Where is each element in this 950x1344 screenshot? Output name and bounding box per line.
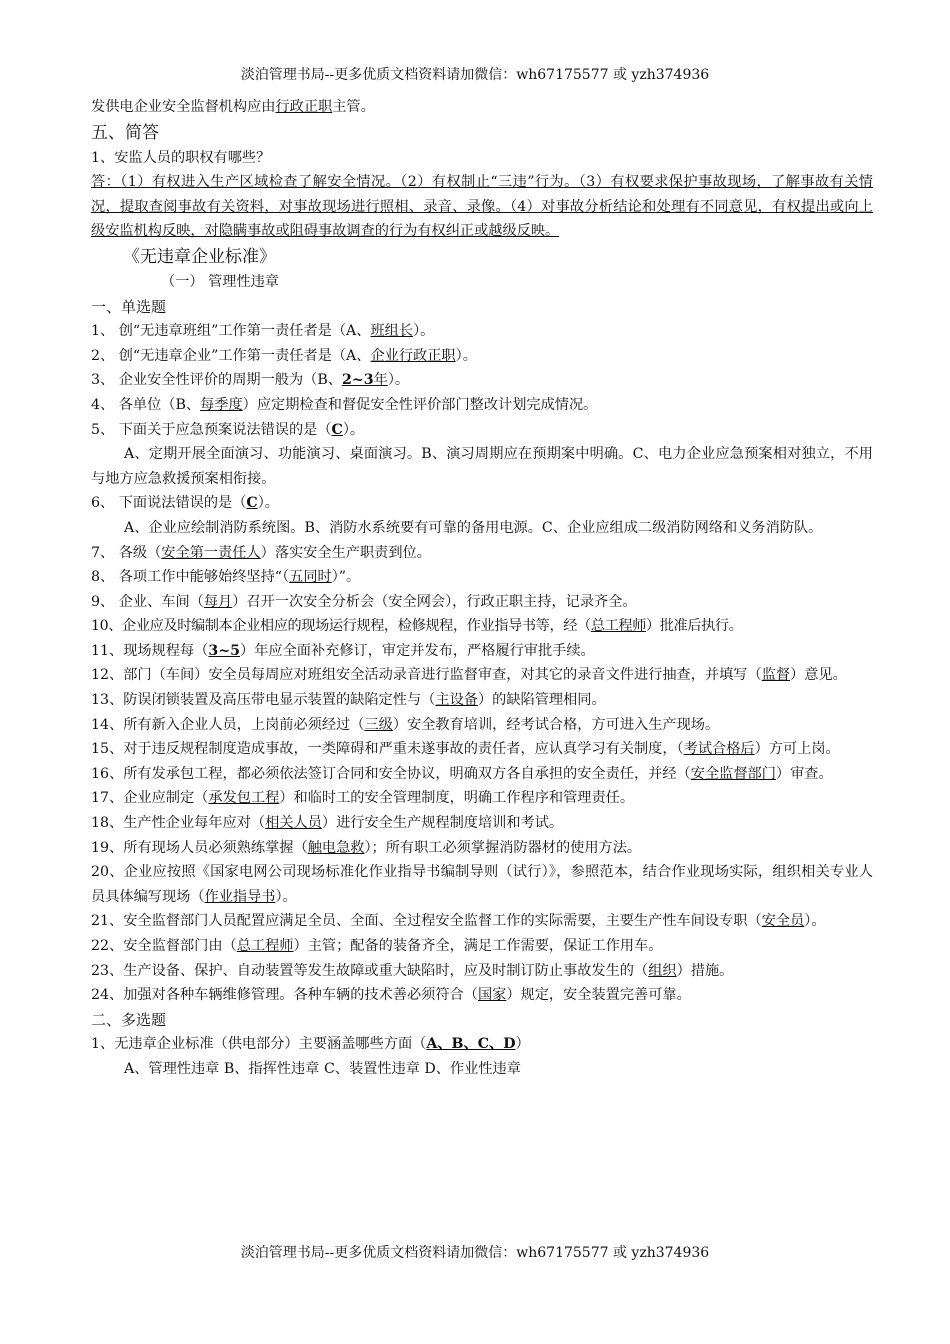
section-title-short-answer: 五、简答 (91, 122, 159, 143)
section-title-multi-choice: 二、多选题 (91, 1010, 167, 1029)
question-20: 20、企业应按照《国家电网公司现场标准化作业指导书编制导则（试行）》，参照范本，结合作业现场实际，组织相关专业人员具体编写现场（作业指导书）。 (91, 864, 873, 905)
question-18: 18、生产性企业每年应对（相关人员）进行安全生产规程制度培训和考试。 (91, 815, 564, 832)
question-23: 23、生产设备、保护、自动装置等发生故障或重大缺陷时，应及时制订防止事故发生的（组织）措施。 (91, 962, 734, 979)
question-24: 24、加强对各种车辆维修管理。各种车辆的技术善必须符合（国家）规定，安全装置完善可靠。 (91, 987, 691, 1004)
document-body (91, 95, 873, 1082)
question-6: 6、 下面说法错误的是（C）。 (91, 495, 279, 512)
carry-over-line: 发供电企业安全监督机构应由行政正职主管。 (91, 99, 375, 115)
short-answer-answer: 答：（1）有权进入生产区域检查了解安全情况。（2）有权制止“三违”行为。（3）有权要求保护事故现场，了解事故有关情况，提取查阅事故有关资料，对事故现场进行照相、录音、录像。（4）对事故分析结论和处理有不同意见，有权提出或向上级安监机构反映，对隐瞒事故或阻碍事故调查的行为有权纠正或越级反映。 (91, 174, 873, 240)
question-13: 13、防误闭锁装置及高压带电显示装置的缺陷定性与（主设备）的缺陷管理相同。 (91, 692, 606, 709)
question-21: 21、安全监督部门人员配置应满足全员、全面、全过程安全监督工作的实际需要，主要生产性车间设专职（安全员）。 (91, 913, 826, 930)
question-9: 9、 企业、车间（每月）召开一次安全分析会（安全网会），行政正职主持，记录齐全。 (91, 593, 637, 610)
question-11: 11、现场规程每（3~5）年应全面补充修订，审定并发布，严格履行审批手续。 (91, 642, 595, 659)
part-title: （一） 管理性违章 (161, 273, 280, 290)
question-5-options: A、定期开展全面演习、功能演习、桌面演习。B、演习周期应在预期案中明确。C、电力企业应急预案相对独立，不用与地方应急救援预案相衔接。 (91, 446, 873, 487)
document-title: 《无违章企业标准》 (123, 246, 276, 267)
page-header: 淡泊管理书局--更多优质文档资料请加微信：wh67175577 或 yzh374936 (240, 67, 710, 83)
question-5: 5、 下面关于应急预案说法错误的是（C）。 (91, 421, 365, 438)
question-6-options: A、企业应绘制消防系统图。B、消防水系统要有可靠的备用电源。C、企业应组成二级消防网络和义务消防队。 (124, 519, 823, 536)
multi-question-1: 1、无违章企业标准（供电部分）主要涵盖哪些方面（A、B、C、D） (91, 1036, 530, 1053)
section-title-single-choice: 一、单选题 (91, 297, 167, 316)
page-footer: 淡泊管理书局--更多优质文档资料请加微信：wh67175577 或 yzh374936 (240, 1245, 710, 1261)
question-3: 3、 企业安全性评价的周期一般为（B、2~3年）。 (91, 372, 410, 389)
question-22: 22、安全监督部门由（总工程师）主管；配备的装备齐全，满足工作需要，保证工作用车。 (91, 938, 663, 954)
question-16: 16、所有发承包工程，都必须依法签订合同和安全协议，明确双方各自承担的安全责任，并经（安全监督部门）审查。 (91, 765, 833, 782)
question-8: 8、 各项工作中能够始终坚持“（五同时）”。 (91, 569, 361, 586)
question-4: 4、 各单位（B、每季度）应定期检查和督促安全性评价部门整改计划完成情况。 (91, 396, 598, 413)
multi-question-1-options: A、管理性违章 B、指挥性违章 C、装置性违章 D、作业性违章 (124, 1060, 521, 1077)
question-7: 7、 各级（安全第一责任人）落实安全生产职责到位。 (91, 544, 431, 561)
question-17: 17、企业应制定（承发包工程）和临时工的安全管理制度，明确工作程序和管理责任。 (91, 790, 635, 807)
question-1: 1、 创“无违章班组”工作第一责任者是（A、班组长）。 (91, 323, 435, 340)
question-10: 10、企业应及时编制本企业相应的现场运行规程，检修规程，作业指导书等，经（总工程师）批准后执行。 (91, 618, 743, 635)
question-14: 14、所有新入企业人员，上岗前必须经过（三级）安全教育培训，经考试合格，方可进入生产现场。 (91, 716, 720, 733)
question-19: 19、所有现场人员必须熟练掌握（触电急救）；所有职工必须掌握消防器材的使用方法。 (91, 839, 642, 856)
question-15: 15、对于违反规程制度造成事故，一类障碍和严重未遂事故的责任者，应认真学习有关制度，（考试合格后）方可上岗。 (91, 741, 840, 758)
short-answer-question: 1、安监人员的职权有哪些？ (91, 149, 271, 166)
question-2: 2、 创“无违章企业”工作第一责任者是（A、企业行政正职）。 (91, 347, 477, 364)
question-12: 12、部门（车间）安全员每周应对班组安全活动录音进行监督审查，对其它的录音文件进行抽查，并填写（监督）意见。 (91, 667, 847, 684)
